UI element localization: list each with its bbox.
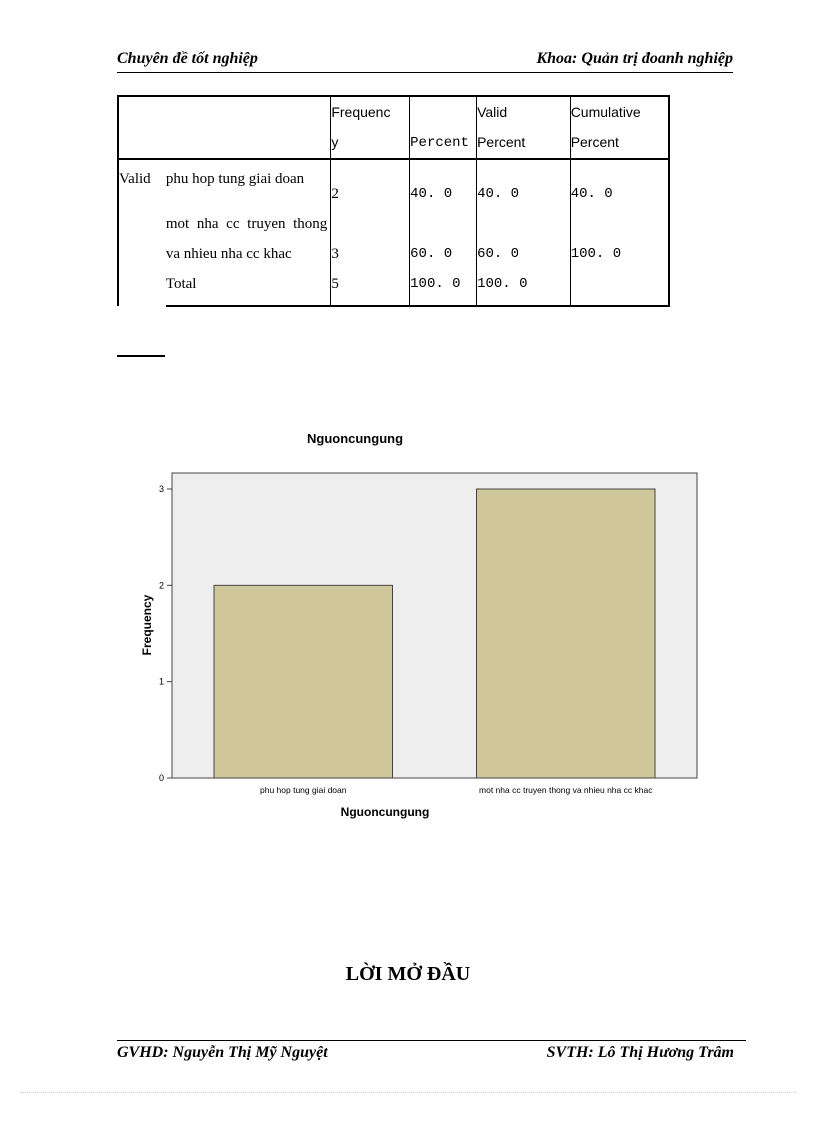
row-cumulative-percent — [570, 269, 669, 306]
page-bottom-divider — [20, 1092, 796, 1093]
table-row — [118, 209, 669, 269]
row-frequency: 2 — [331, 159, 410, 209]
footer-left: GVHD: Nguyễn Thị Mỹ Nguyệt — [117, 1044, 328, 1061]
table-row — [118, 269, 669, 306]
row-category: phu hop tung giai doan — [165, 171, 305, 187]
table-row — [118, 159, 669, 209]
table-header-row — [118, 96, 669, 159]
row-frequency: 5 — [331, 269, 410, 306]
header-left: Chuyên đề tốt nghiệp — [117, 50, 258, 67]
row-category: mot nha cc truyen thong va nhieu nha cc khac — [165, 216, 328, 262]
bar-0 — [214, 585, 393, 778]
col-cumulative-percent-header: Cumulative Percent — [570, 96, 669, 159]
row-valid-percent: 40. 0 — [477, 159, 571, 209]
row-category: Total — [166, 269, 331, 306]
x-tick-label: phu hop tung giai doan — [260, 785, 347, 795]
y-tick-label: 0 — [158, 773, 164, 783]
table-bottom-edge — [117, 355, 165, 357]
page-footer — [117, 1040, 746, 1065]
x-axis-label: Nguoncungung — [340, 805, 430, 819]
chart-title: Nguoncungung — [306, 431, 404, 446]
page-header — [117, 48, 733, 73]
row-percent: 100. 0 — [410, 269, 477, 306]
row-group-label: Valid — [118, 159, 166, 306]
row-valid-percent: 100. 0 — [477, 269, 571, 306]
y-tick-label: 1 — [158, 676, 164, 687]
row-valid-percent: 60. 0 — [477, 209, 571, 269]
row-percent: 40. 0 — [410, 159, 477, 209]
x-tick-label: mot nha cc truyen thong va nhieu nha cc khac — [479, 785, 653, 795]
section-title: LỜI MỞ ĐẦU — [345, 963, 471, 985]
bar-chart — [130, 420, 710, 830]
col-frequency-header: Frequenc y — [331, 96, 410, 159]
bar-1 — [477, 489, 656, 778]
header-right: Khoa: Quản trị đoanh nghiệp — [536, 50, 733, 67]
frequency-table — [117, 95, 670, 307]
y-axis-label: Frequency — [140, 594, 154, 656]
row-cumulative-percent: 40. 0 — [570, 159, 669, 209]
y-tick-label: 2 — [158, 580, 164, 591]
table-header-blank — [118, 96, 331, 159]
col-valid-percent-header: Valid Percent — [477, 96, 571, 159]
y-tick-label: 3 — [158, 484, 164, 494]
row-percent: 60. 0 — [410, 209, 477, 269]
row-cumulative-percent: 100. 0 — [570, 209, 669, 269]
col-percent-header: Percent — [410, 96, 477, 159]
row-frequency: 3 — [331, 209, 410, 269]
footer-right: SVTH: Lô Thị Hương Trâm — [546, 1044, 734, 1061]
